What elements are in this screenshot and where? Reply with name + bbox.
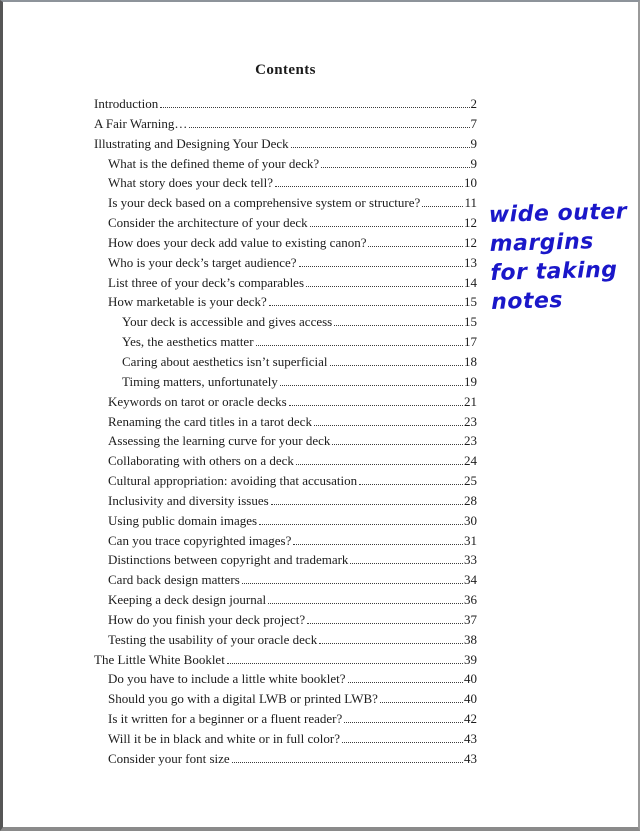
toc-entry-title: Using public domain images — [108, 512, 258, 528]
toc-entry-page: 39 — [464, 651, 477, 667]
dot-leader — [350, 563, 463, 564]
toc-entry-title: How marketable is your deck? — [108, 294, 267, 310]
toc-entry-page: 13 — [464, 254, 477, 270]
toc-entry-page: 31 — [464, 532, 477, 548]
dot-leader — [332, 444, 463, 445]
toc-entry — [94, 235, 477, 255]
toc-entry-page: 11 — [464, 195, 477, 211]
toc-entry-title: Is your deck based on a comprehensive system or structure? — [108, 195, 421, 211]
toc-entry-page: 12 — [464, 234, 477, 250]
toc-entry-title: Should you go with a digital LWB or printed LWB? — [108, 691, 378, 707]
toc-list — [94, 96, 477, 771]
toc-entry — [94, 453, 477, 473]
toc-entry-page: 38 — [464, 631, 477, 647]
toc-entry — [94, 334, 477, 354]
toc-entry-page: 43 — [464, 731, 477, 746]
dot-leader — [321, 167, 469, 168]
dot-leader — [348, 682, 463, 683]
toc-entry-page: 2 — [470, 96, 477, 111]
dot-leader — [269, 305, 463, 306]
page-title: Contents — [255, 62, 316, 78]
dot-leader — [259, 524, 463, 525]
toc-entry-page: 15 — [464, 294, 477, 310]
toc-entry-page: 18 — [464, 353, 477, 369]
dot-leader — [280, 385, 463, 386]
dot-leader — [289, 405, 463, 406]
toc-entry — [94, 731, 477, 751]
dot-leader — [307, 623, 463, 624]
toc-entry — [94, 552, 477, 572]
toc-entry-page: 12 — [464, 215, 477, 231]
toc-entry-title: Timing matters, unfortunately — [122, 373, 278, 389]
dot-leader — [306, 286, 463, 287]
toc-entry — [94, 671, 477, 691]
toc-entry — [94, 691, 477, 711]
toc-entry-page: 28 — [464, 492, 477, 508]
toc-entry-title: A Fair Warning… — [94, 115, 188, 131]
toc-entry — [94, 314, 477, 334]
toc-entry-page: 15 — [464, 314, 477, 330]
toc-entry-page: 24 — [464, 453, 477, 469]
toc-entry-title: Assessing the learning curve for your deck — [108, 433, 331, 449]
toc-entry — [94, 513, 477, 533]
dot-leader — [334, 325, 463, 326]
dot-leader — [256, 345, 463, 346]
toc-entry-title: Can you trace copyrighted images? — [108, 532, 292, 548]
dot-leader — [271, 504, 463, 505]
toc-entry-title: Your deck is accessible and gives access — [122, 314, 333, 330]
toc-entry — [94, 156, 477, 176]
dot-leader — [310, 226, 463, 227]
dot-leader — [380, 702, 463, 703]
dot-leader — [359, 484, 463, 485]
toc-entry-title: Keywords on tarot or oracle decks — [108, 393, 287, 409]
toc-entry-page: 34 — [464, 572, 477, 588]
toc-entry — [94, 473, 477, 493]
dot-leader — [344, 722, 463, 723]
toc-entry — [94, 394, 477, 414]
toc-entry-page: 9 — [470, 135, 477, 151]
toc-entry-title: Caring about aesthetics isn’t superficial — [122, 353, 328, 369]
toc-entry — [94, 414, 477, 434]
toc-entry-page: 9 — [470, 155, 477, 171]
toc-entry — [94, 592, 477, 612]
toc-entry — [94, 215, 477, 235]
toc-entry-title: Testing the usability of your oracle deck — [108, 631, 318, 647]
toc-entry-page: 19 — [464, 373, 477, 389]
toc-entry-page: 7 — [470, 115, 477, 131]
toc-entry-page: 42 — [464, 711, 477, 727]
toc-entry-page: 23 — [464, 413, 477, 429]
toc-entry — [94, 493, 477, 513]
handwritten-note-line: margins — [489, 229, 595, 257]
toc-entry-page: 17 — [464, 334, 477, 350]
dot-leader — [299, 266, 463, 267]
toc-entry-title: Who is your deck’s target audience? — [108, 254, 297, 270]
toc-entry-title: Renaming the card titles in a tarot deck — [108, 413, 312, 429]
toc-entry — [94, 294, 477, 314]
handwritten-note-line: for taking — [490, 257, 618, 286]
toc-entry-title: Illustrating and Designing Your Deck — [94, 135, 289, 151]
toc-entry-title: Distinctions between copyright and trademark — [108, 552, 349, 568]
dot-leader — [227, 663, 463, 664]
toc-entry — [94, 255, 477, 275]
toc-entry — [94, 632, 477, 652]
dot-leader — [291, 147, 470, 148]
toc-entry-title: What story does your deck tell? — [108, 175, 273, 191]
toc-entry — [94, 354, 477, 374]
dot-leader — [330, 365, 463, 366]
toc-entry-page: 30 — [464, 512, 477, 528]
toc-entry-title: How does your deck add value to existing canon? — [108, 234, 367, 250]
toc-entry-title: Collaborating with others on a deck — [108, 453, 294, 469]
dot-leader — [275, 186, 463, 187]
handwritten-note-line: wide outer — [488, 199, 628, 228]
toc-entry-title: Yes, the aesthetics matter — [122, 334, 254, 350]
dot-leader — [314, 425, 463, 426]
toc-entry-page: 43 — [464, 750, 477, 766]
toc-entry-title: Cultural appropriation: avoiding that accusation — [108, 473, 358, 489]
toc-entry-page: 14 — [464, 274, 477, 290]
toc-entry — [94, 751, 477, 771]
toc-entry-title: List three of your deck’s comparables — [108, 274, 305, 290]
toc-entry-page: 10 — [464, 175, 477, 191]
handwritten-note-line: notes — [490, 288, 564, 315]
dot-leader — [189, 127, 469, 128]
dot-leader — [296, 464, 463, 465]
toc-entry-page: 40 — [464, 691, 477, 707]
toc-entry-title: Introduction — [94, 96, 159, 111]
toc-entry-page: 21 — [464, 393, 477, 409]
dot-leader — [293, 544, 463, 545]
toc-entry-title: Is it written for a beginner or a fluent reader? — [108, 711, 343, 727]
toc-entry — [94, 195, 477, 215]
toc-entry — [94, 652, 477, 672]
toc-entry-title: Card back design matters — [108, 572, 240, 588]
dot-leader — [160, 107, 469, 108]
handwritten-margin-note — [489, 197, 640, 317]
toc-entry — [94, 175, 477, 195]
toc-entry-title: What is the defined theme of your deck? — [108, 155, 320, 171]
dot-leader — [232, 762, 463, 763]
dot-leader — [268, 603, 463, 604]
toc-entry-page: 36 — [464, 592, 477, 608]
dot-leader — [242, 583, 463, 584]
toc-entry — [94, 136, 477, 156]
toc-entry-title: Keeping a deck design journal — [108, 592, 267, 608]
dot-leader — [368, 246, 463, 247]
toc-entry — [94, 96, 477, 116]
toc-entry — [94, 612, 477, 632]
toc-entry — [94, 275, 477, 295]
toc-entry-title: Do you have to include a little white booklet? — [108, 671, 346, 687]
toc-entry-title: Consider your font size — [108, 750, 230, 766]
toc-entry-page: 25 — [464, 473, 477, 489]
toc-entry-title: The Little White Booklet — [94, 651, 225, 667]
toc-entry — [94, 374, 477, 394]
toc-entry-title: Consider the architecture of your deck — [108, 215, 308, 231]
toc-entry — [94, 711, 477, 731]
dot-leader — [422, 206, 463, 207]
toc-entry-title: Will it be in black and white or in full color? — [108, 731, 340, 746]
toc-entry-title: Inclusivity and diversity issues — [108, 492, 269, 508]
toc-entry-page: 23 — [464, 433, 477, 449]
dot-leader — [342, 742, 463, 743]
toc-entry-page: 33 — [464, 552, 477, 568]
toc-entry-page: 40 — [464, 671, 477, 687]
toc-entry — [94, 572, 477, 592]
toc-entry — [94, 116, 477, 136]
toc-entry — [94, 433, 477, 453]
toc-entry — [94, 533, 477, 553]
toc-entry-title: How do you finish your deck project? — [108, 611, 306, 627]
dot-leader — [319, 643, 463, 644]
toc-entry-page: 37 — [464, 611, 477, 627]
